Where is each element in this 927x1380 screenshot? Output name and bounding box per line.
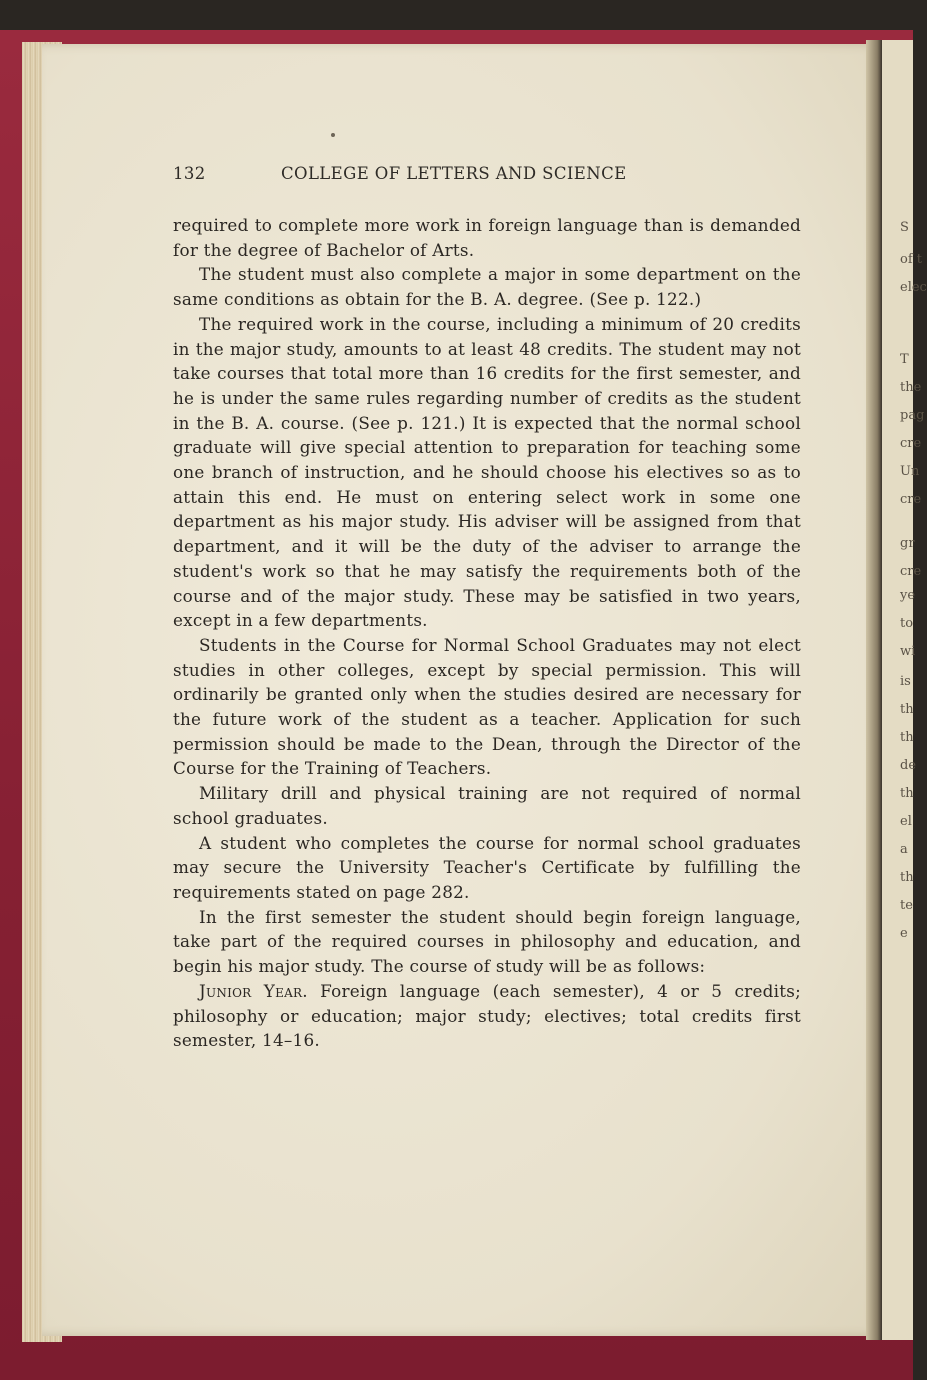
facing-page-fragment: of t	[900, 252, 922, 267]
paragraph: A student who completes the course for normal school graduates may secure the University Teacher's Certificate by fulfilling the requirements stated on page 282.	[173, 832, 801, 902]
body-text	[173, 213, 801, 1053]
facing-page-fragment: ye	[900, 588, 916, 603]
facing-page-fragment: cre	[900, 436, 922, 451]
facing-page-fragment: is	[900, 674, 911, 689]
paragraph: In the first semester the student should begin foreign language, take part of the required courses in philosophy and education, and begin his major study. The course of study will be as follows:	[173, 906, 801, 977]
facing-page-fragment: te	[900, 898, 913, 913]
book-gutter	[866, 40, 882, 1340]
facing-page-fragment: gr	[900, 536, 915, 551]
facing-page-fragment: th	[900, 702, 914, 717]
paragraph: required to complete more work in foreign language than is demanded for the degree of Bachelor of Arts.	[173, 215, 801, 260]
facing-page-fragment: the	[900, 380, 922, 395]
junior-year-text: Foreign language (each semester), 4 or 5 credits; philosophy or education; major study; electives; total credits first semester, 14–16.	[173, 980, 801, 1051]
facing-page-fragment: e	[900, 926, 908, 941]
paragraph: The student must also complete a major in some department on the same conditions as obtain for the B. A. degree. (See p. 122.)	[173, 264, 801, 310]
facing-page-fragment: th	[900, 786, 914, 801]
facing-page-fragment: cre	[900, 492, 922, 507]
paragraph: Military drill and physical training are not required of normal school graduates.	[173, 783, 801, 828]
page-number: 132	[173, 164, 206, 183]
paragraph: The required work in the course, including a minimum of 20 credits in the major study, amounts to at least 48 credits. The student may not take courses that total more than 16 credits for the first semester, and he is under the same rules regarding number of credits as the student in the B. A. course. (See p. 121.) It is expected that the normal school graduate will give special attention to preparation for teaching some one branch of instruction, and he should choose his electives so as to attain this end. He must on entering select work in some one department as his major study. His adviser will be assigned from that department, and it will be the duty of the adviser to arrange the student's work so that he may satisfy the requirements both of the course and of the major study. These may be satisfied in two years, except in a few departments.	[173, 313, 801, 631]
facing-page-fragment: cre	[900, 564, 922, 579]
facing-page-fragment: pag	[900, 408, 925, 423]
junior-year-paragraph	[173, 979, 801, 1053]
ink-dot	[331, 133, 335, 137]
facing-page-fragment: to	[900, 616, 914, 631]
junior-year-label: Junior Year.	[199, 980, 308, 1001]
paragraph: Students in the Course for Normal School Graduates may not elect studies in other colleges, except by special permission. This will ordinarily be granted only when the studies desired are necessary for the future work of the student as a teacher. Application for such permission should be made to the Dean, through the Director of the Course for the Training of Teachers.	[173, 634, 801, 779]
facing-page-fragment: elec	[900, 280, 927, 295]
facing-page-fragment: S	[900, 220, 909, 235]
facing-page-fragment: th	[900, 730, 914, 745]
facing-page-fragment: de	[900, 758, 917, 773]
facing-page-edge	[882, 40, 927, 1340]
facing-page-fragment: T	[900, 352, 909, 367]
facing-page-fragment: a	[900, 842, 908, 857]
facing-page-fragment: th	[900, 870, 914, 885]
facing-page-fragment: el	[900, 814, 912, 829]
running-head	[173, 160, 703, 188]
facing-page-fragment: wi	[900, 644, 916, 659]
running-title: COLLEGE OF LETTERS AND SCIENCE	[281, 164, 627, 183]
facing-page-fragment: Un	[900, 464, 920, 479]
